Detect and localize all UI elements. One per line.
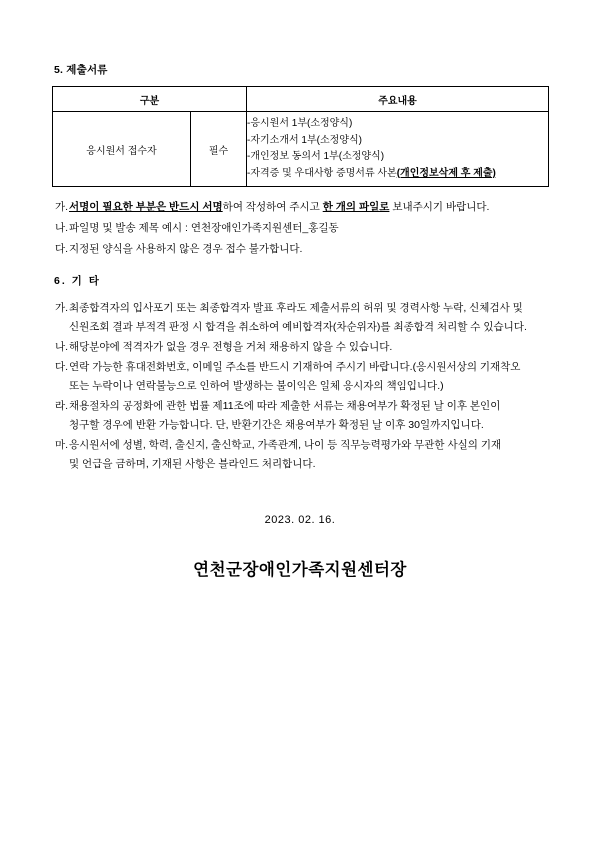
contents-text: -개인정보 동의서 1부(소정양식) (247, 151, 385, 162)
list-text: 하여 작성하여 주시고 (222, 201, 323, 213)
list-body: 지정된 양식을 사용하지 않은 경우 접수 불가합니다. (69, 243, 303, 255)
list-body (69, 437, 548, 472)
list-marker: 나. (55, 222, 69, 234)
list-marker: 나. (55, 341, 69, 353)
list-body (69, 398, 548, 433)
contents-text: -응시원서 1부(소정양식) (247, 118, 353, 129)
section-6-title: 6. 기 타 (54, 275, 101, 287)
list-text-line2: 및 언급을 금하며, 기재된 사항은 블라인드 처리합니다. (69, 458, 316, 470)
contents-text: -자기소개서 1부(소정양식) (247, 134, 362, 146)
table-row (53, 112, 549, 187)
contents-line (247, 149, 548, 166)
list-item (52, 437, 548, 472)
table-cell-contents (247, 112, 549, 187)
list-text-line1: 응시원서에 성별, 학력, 출신지, 출신학교, 가족관계, 나이 등 직무능력평가와 무관한 사실의 기재 (69, 439, 502, 451)
list-body (69, 339, 548, 355)
document-signature: 연천군장애인가족지원센터장 (193, 561, 407, 579)
list-marker: 가. (55, 302, 69, 314)
list-marker: 마. (55, 439, 69, 451)
section-5-title: 5. 제출서류 (54, 64, 108, 76)
list-text-line2: 또는 누락이나 연락불능으로 인하여 발생하는 불이익은 일체 응시자의 책임입니다.) (69, 380, 444, 392)
contents-line (247, 166, 548, 183)
list-item (52, 241, 548, 257)
list-text-line2: 청구할 경우에 반환 가능합니다. 단, 반환기간은 채용여부가 확정된 날 이후 30일까지입니다. (69, 419, 484, 431)
list-text-line2: 신원조회 결과 부적격 판정 시 합격을 취소하여 예비합격자(차순위자)를 최종합격 처리할 수 있습니다. (69, 321, 527, 333)
list-body: 파일명 및 발송 제목 예시 : 연천장애인가족지원센터_홍길동 (69, 222, 339, 234)
table-header-row (53, 87, 549, 112)
section-6-items (52, 300, 548, 472)
section-5-notes (52, 199, 548, 257)
list-item (52, 398, 548, 433)
list-text: 보내주시기 바랍니다. (389, 201, 490, 213)
table-cell-requirement: 필수 (191, 112, 247, 187)
list-text-line1: 채용절차의 공정화에 관한 법률 제11조에 따라 제출한 서류는 채용여부가 확정된 날 이후 본인이 (69, 400, 501, 412)
submission-documents-table (52, 86, 549, 187)
list-item (52, 339, 548, 355)
list-item (52, 359, 548, 394)
list-marker: 가. (55, 201, 69, 213)
list-marker: 다. (55, 243, 69, 255)
list-text-line1: 최종합격자의 입사포기 또는 최종합격자 발표 후라도 제출서류의 허위 및 경력사항 누락, 신체검사 및 (69, 302, 523, 314)
list-marker: 라. (55, 400, 69, 412)
table-header-contents: 주요내용 (247, 87, 549, 112)
list-emphasis: 서명이 필요한 부분은 반드시 서명 (69, 201, 223, 213)
list-text-line1: 해당분야에 적격자가 없을 경우 전형을 거쳐 채용하지 않을 수 있습니다. (69, 341, 393, 353)
table-header-category: 구분 (53, 87, 247, 112)
list-marker: 다. (55, 361, 69, 373)
table-cell-category: 응시원서 접수자 (53, 112, 191, 187)
list-item (52, 220, 548, 236)
contents-text: -자격증 및 우대사항 증명서류 사본 (247, 167, 397, 179)
contents-line (247, 133, 548, 150)
list-emphasis: 한 개의 파일로 (322, 201, 390, 213)
list-body (69, 300, 548, 335)
list-item (52, 199, 548, 215)
contents-line (247, 116, 548, 133)
list-body (69, 359, 548, 394)
list-text-line1: 연락 가능한 휴대전화번호, 이메일 주소를 반드시 기재하여 주시기 바랍니다.(응시원서상의 기재착오 (69, 361, 521, 373)
contents-emphasis: (개인정보삭제 후 제출) (396, 167, 496, 179)
list-item (52, 300, 548, 335)
list-body (69, 199, 548, 215)
document-date: 2023. 02. 16. (264, 514, 336, 526)
